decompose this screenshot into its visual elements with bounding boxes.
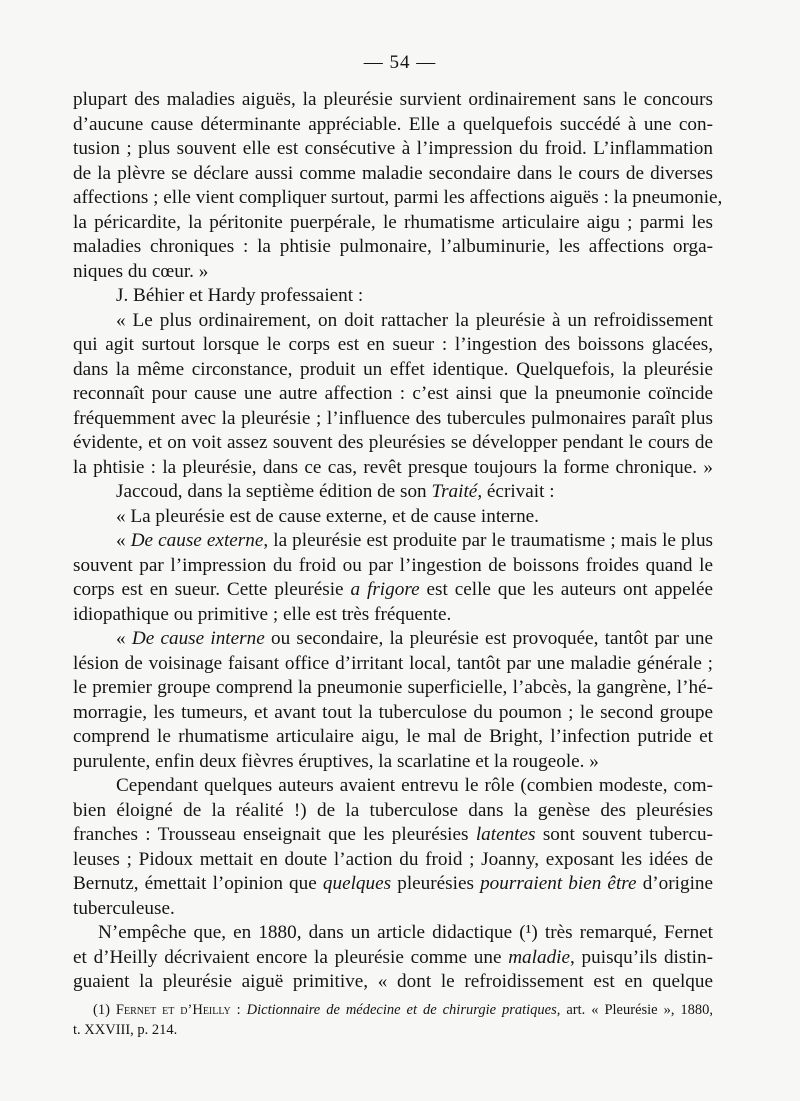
footnote-title: Dictionnaire de médecine et de chirurgie pratiques,: [246, 1002, 561, 1018]
text-line: [73, 627, 713, 652]
text-line: [73, 529, 713, 554]
text-line: [73, 946, 713, 971]
text-line: tusion ; plus souvent elle est consécutive à l’impression du froid. L’inflammation: [73, 138, 713, 159]
text-line: plupart des maladies aiguës, la pleurésie survient ordinairement sans le concours: [73, 89, 713, 110]
text-run: , écrivait :: [477, 481, 555, 502]
text-line: fréquemment avec la pleurésie ; l’influence des tubercules pulmonaires paraît plus: [73, 407, 713, 429]
text-run: pleurésies: [397, 873, 474, 894]
text-run: franches : Trousseau enseignait que les pleurésies: [73, 824, 469, 845]
footnote-line: [73, 1000, 713, 1020]
text-run-italic: latentes: [475, 824, 536, 845]
text-line: reconnaît pour cause une autre affection : c’est ainsi que la pneumonie coïncide: [73, 383, 713, 404]
text-line: « Le plus ordinairement, on doit rattacher la pleurésie à un refroidissement: [116, 309, 713, 331]
text-line: [73, 872, 713, 897]
text-line: de la plèvre se déclare aussi comme maladie secondaire dans le cours de diverses: [73, 162, 713, 184]
text-line: qui agit surtout lorsque le corps est en sueur : l’ingestion des boissons glacées,: [73, 334, 713, 355]
text-line: J. Béhier et Hardy professaient :: [116, 285, 364, 306]
body-text: [73, 88, 723, 995]
text-line: maladies chroniques : la phtisie pulmonaire, l’albuminurie, les affections orga-: [73, 236, 713, 257]
text-run: , puisqu’ils distin-: [570, 946, 713, 968]
text-run: Bernutz, émettait l’opinion que: [73, 873, 317, 894]
text-line: morragie, les tumeurs, et avant tout la tuberculose du poumon ; le second groupe: [73, 701, 713, 723]
text-line: la péricardite, la péritonite puerpérale, le rhumatisme articulaire aigu ; parmi les: [73, 211, 713, 233]
text-line: « La pleurésie est de cause externe, et de cause interne.: [116, 505, 539, 527]
text-run: «: [116, 530, 131, 551]
text-line: d’aucune cause déterminante appréciable. Elle a quelquefois succédé à une con-: [73, 113, 713, 135]
footnote-line: t. XXVIII, p. 214.: [73, 1022, 178, 1038]
page-number: — 54 —: [363, 52, 437, 73]
text-line: leuses ; Pidoux mettait en doute l’action du froid ; Joanny, exposant les idées de: [73, 848, 713, 870]
text-line: niques du cœur. »: [73, 260, 209, 282]
text-line: idiopathique ou primitive ; elle est très fréquente.: [73, 603, 452, 625]
text-run: ou secondaire, la pleurésie est provoquée, tantôt par une: [270, 628, 714, 649]
text-run-italic: pourraient bien être: [480, 873, 637, 894]
text-line: lésion de voisinage faisant office d’irritant local, tantôt par une maladie générale ;: [73, 652, 713, 674]
text-line: évidente, et on voit assez souvent des pleurésies se développer pendant le cours de: [73, 432, 713, 453]
text-run: , la pleurésie est produite par le traumatisme ; mais le plus: [263, 530, 714, 551]
text-line: Cependant quelques auteurs avaient entrevu le rôle (combien modeste, com-: [116, 775, 713, 796]
text-run-italic: De cause externe: [130, 530, 264, 551]
text-run: est celle que les auteurs ont appelée: [426, 579, 714, 600]
text-line: tuberculeuse.: [73, 897, 175, 919]
text-line: affections ; elle vient compliquer surtout, parmi les affections aiguës : la pneumonie,: [73, 187, 723, 208]
text-line: purulente, enfin deux fièvres éruptives, la scarlatine et la rougeole. »: [73, 750, 599, 772]
text-run-italic: Traité: [431, 481, 478, 502]
text-run-italic: maladie: [508, 946, 571, 968]
text-line: guaient la pleurésie aiguë primitive, « dont le refroidissement est en quelque: [73, 971, 713, 992]
footnote: [73, 1000, 713, 1040]
text-run: sont souvent tubercu-: [542, 824, 714, 845]
text-line: [73, 823, 713, 848]
text-run: corps est en sueur. Cette pleurésie: [73, 579, 344, 600]
text-run-italic: a frigore: [350, 579, 420, 600]
footnote-rest: art. « Pleurésie », 1880,: [566, 1002, 714, 1018]
footnote-ref: (¹): [519, 922, 538, 943]
text-run: très remarqué, Fernet: [544, 922, 714, 943]
text-line: [73, 578, 713, 603]
text-run: d’origine: [642, 873, 714, 894]
text-run: N’empêche que, en 1880, dans un article didactique: [98, 922, 513, 943]
text-run-italic: quelques: [322, 873, 392, 894]
text-run-italic: De cause interne: [131, 628, 265, 649]
text-line: souvent par l’impression du froid ou par l’ingestion de boissons froides quand le: [73, 554, 713, 576]
text-line: [73, 480, 713, 505]
text-line: [73, 921, 713, 946]
text-line: la phtisie : la pleurésie, dans ce cas, revêt presque toujours la forme chronique. »: [73, 456, 713, 478]
text-run: et d’Heilly décrivaient encore la pleurésie comme une: [73, 946, 502, 968]
footnote-marker: (1): [93, 1002, 110, 1018]
text-run: Jaccoud, dans la septième édition de son: [116, 481, 427, 502]
text-line: comprend le rhumatisme articulaire aigu, le mal de Bright, l’infection putride et: [73, 726, 713, 747]
text-line: dans la même circonstance, produit un effet identique. Quelquefois, la pleurésie: [73, 358, 713, 380]
footnote-authors: Fernet et d’Heilly :: [115, 1002, 241, 1018]
text-line: bien éloigné de la réalité !) de la tuberculose dans la genèse des pleurésies: [73, 799, 713, 821]
text-line: le premier groupe comprend la pneumonie superficielle, l’abcès, la gangrène, l’hé-: [73, 677, 713, 698]
text-run: «: [116, 628, 132, 649]
